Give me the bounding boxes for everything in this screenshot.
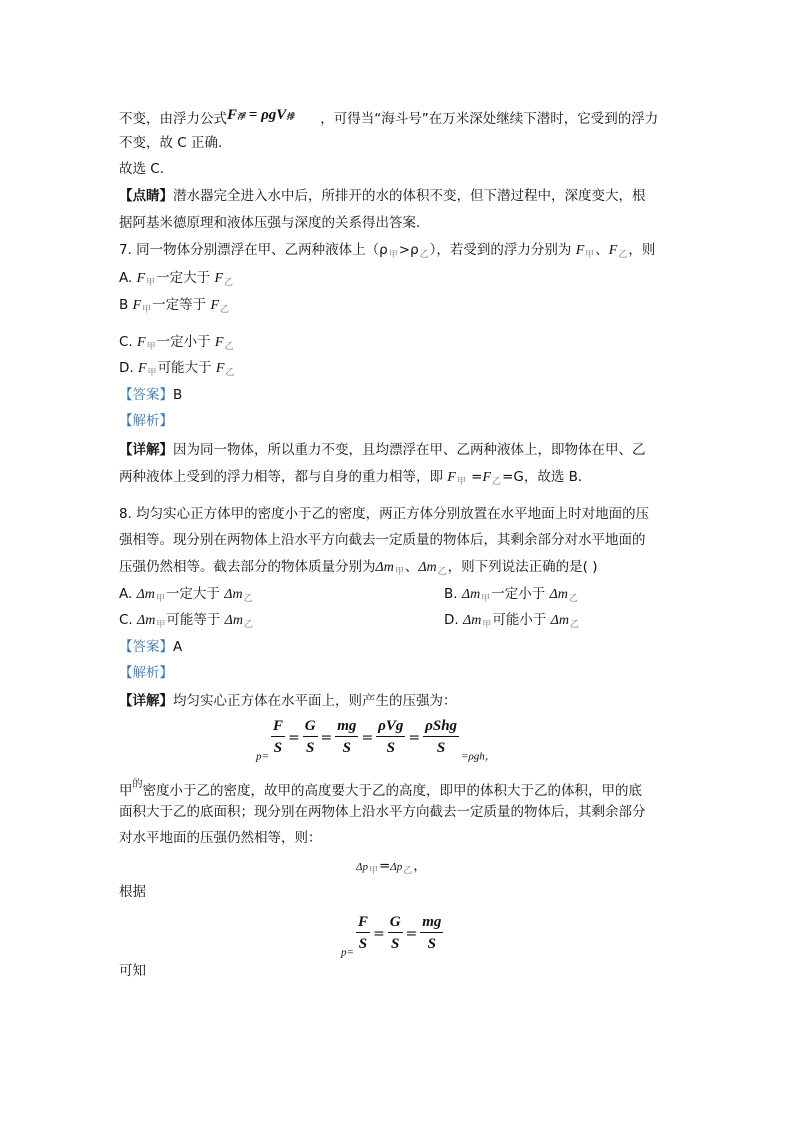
answer-line: 【答案】B — [119, 387, 183, 403]
pressure-formula — [256, 716, 496, 764]
question-8-stem: 8. 均匀实心正方体甲的密度小于乙的密度，两正方体分别放置在水平地面上时对地面的压 — [119, 506, 650, 522]
text-line: 根据 — [119, 884, 146, 900]
pressure-formula — [341, 912, 445, 959]
question-8-stem: 强相等。现分别在两物体上沿水平方向截去一定质量的物体后，其剩余部分对水平地面的 — [119, 532, 646, 548]
analysis-tag: 【解析】 — [119, 413, 173, 429]
fraction — [356, 912, 370, 955]
p-equals: p= — [341, 946, 354, 959]
analysis-tag: 【解析】 — [119, 665, 173, 681]
option-d: D. $F_甲$可能大于 $F_乙$ — [119, 360, 235, 378]
text-line: 面积大于乙的底面积；现分别在两物体上沿水平方向截去一定质量的物体后，其剩余部分 — [119, 804, 646, 820]
answer-line: 【答案】A — [119, 639, 183, 655]
fraction — [335, 716, 358, 759]
fraction — [420, 912, 443, 955]
text-line — [119, 106, 658, 128]
fraction — [376, 716, 405, 759]
numerator: mg — [335, 716, 358, 737]
denominator: S — [436, 740, 446, 756]
fraction — [423, 716, 459, 759]
numerator: mg — [420, 912, 443, 933]
detail-line: 【详解】均匀实心正方体在水平面上，则产生的压强为： — [119, 693, 457, 709]
fraction — [303, 716, 318, 759]
numerator: ρVg — [376, 716, 405, 737]
equals-sign: = — [405, 925, 418, 942]
text: 潜水器完全进入水中后，所排开的水的体积不变，但下潜过程中，深度变大，根 — [173, 188, 646, 204]
equals-sign: = — [408, 729, 421, 746]
fraction — [271, 716, 285, 759]
text-line: 对水平地面的压强仍然相等，则： — [119, 830, 322, 846]
option-c: C. $F_甲$一定小于 $F_乙$ — [119, 334, 234, 352]
denominator: S — [273, 740, 283, 756]
p-equals: p= — [256, 750, 269, 763]
equals-sign: = — [287, 729, 300, 746]
text-line: 甲$^的$密度小于乙的密度，故甲的高度要大于乙的高度，即甲的体积大于乙的体积，甲的底 — [119, 779, 642, 799]
question-8-stem: 压强仍然相等。截去部分的物体质量分别为$\Delta m_甲$、$\Delta m_乙$，则下列说法正确的是( ) — [119, 559, 598, 577]
option-b: B. $\Delta m_甲$一定小于 $\Delta m_乙$ — [444, 586, 578, 604]
numerator: F — [271, 716, 285, 737]
text-line: 可知 — [119, 963, 146, 979]
denominator: S — [358, 936, 368, 952]
equals-sign: = — [320, 729, 333, 746]
text-line: 故选 C. — [119, 161, 165, 177]
numerator: ρShg — [423, 716, 459, 737]
equals-sign: = — [361, 729, 374, 746]
buoyancy-formula: F浮 = ρgV排 — [227, 107, 295, 123]
equals-sign: = — [372, 925, 385, 942]
fraction — [388, 912, 403, 955]
text: ，可得当“海斗号”在万米深处继续下潜时，它受到的浮力 — [320, 111, 659, 127]
denominator: S — [427, 936, 437, 952]
option-a: A. $\Delta m_甲$一定大于 $\Delta m_乙$ — [119, 586, 253, 604]
text-line: 不变，故 C 正确． — [119, 135, 232, 151]
denominator: S — [386, 740, 395, 756]
detail-line: 【详解】因为同一物体，所以重力不变，且均漂浮在甲、乙两种液体上，即物体在甲、乙 — [119, 442, 646, 458]
question-7-stem: 7. 同一物体分别漂浮在甲、乙两种液体上$(\rho_甲>\rho_乙)$，若受到的浮力分别为 $F_甲$、$F_乙$，则 — [119, 242, 656, 260]
detail-line: 两种液体上受到的浮力相等，都与自身的重力相等，即 $F_甲 =F_乙=G$，故选 B． — [119, 469, 592, 487]
numerator: F — [356, 912, 370, 933]
text-line: 据阿基米德原理和液体压强与深度的关系得出答案． — [119, 215, 430, 231]
option-b: B $F_甲$一定等于 $F_乙$ — [119, 297, 230, 315]
option-d: D. $\Delta m_甲$可能小于 $\Delta m_乙$ — [444, 612, 579, 630]
numerator: G — [303, 716, 318, 737]
denominator: S — [390, 936, 400, 952]
numerator: G — [388, 912, 403, 933]
delta-p-equation: $\Delta p_甲=\Delta p_乙$， — [356, 858, 427, 876]
text-line — [119, 187, 646, 205]
denominator: S — [305, 740, 315, 756]
option-a: A. $F_甲$一定大于 $F_乙$ — [119, 270, 234, 288]
denominator: S — [342, 740, 352, 756]
option-c: C. $\Delta m_甲$可能等于 $\Delta m_乙$ — [119, 612, 253, 630]
text: 不变，由浮力公式 — [119, 111, 227, 127]
formula-tail: =ρgh， — [461, 750, 496, 763]
tip-tag: 【点睛】 — [119, 188, 173, 204]
